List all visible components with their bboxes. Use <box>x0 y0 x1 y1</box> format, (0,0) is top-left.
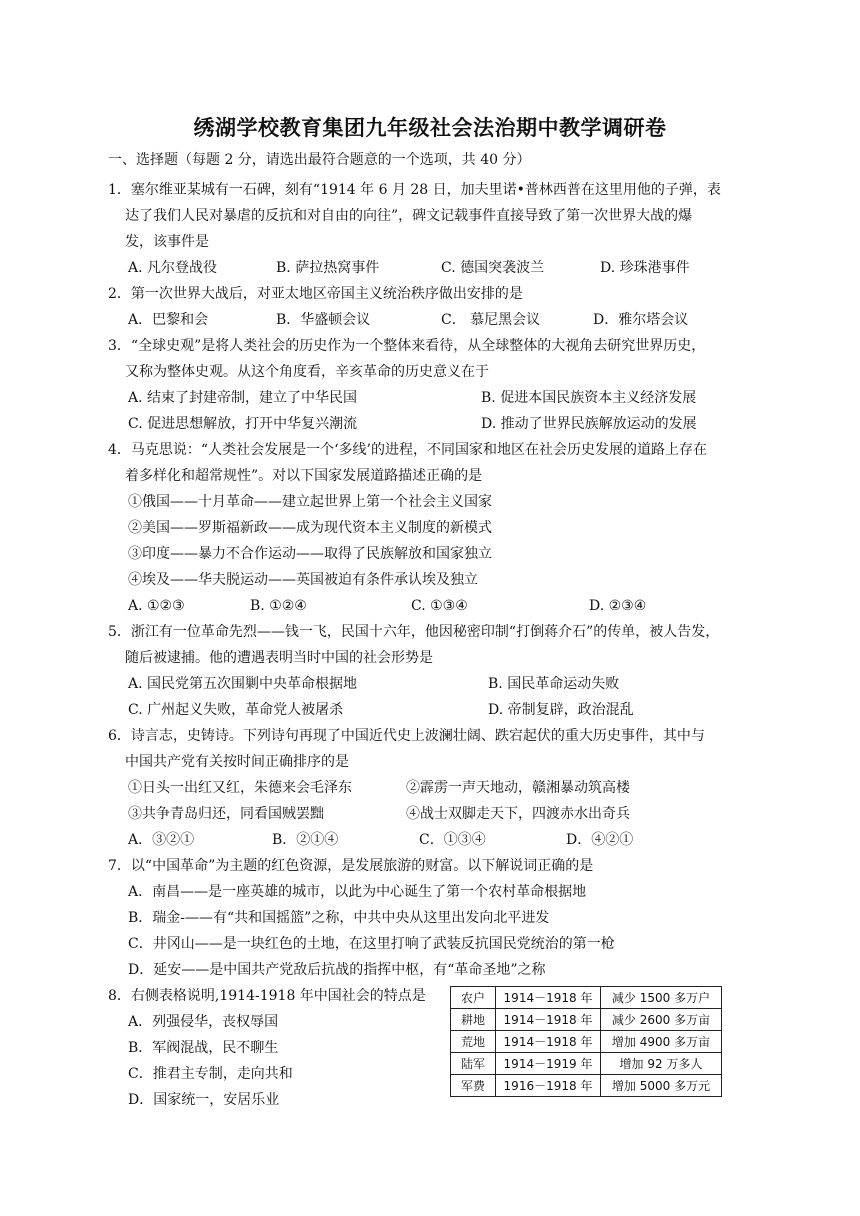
question-7-option-c: C．井冈山——是一块红色的土地，在这里打响了武装反抗国民党统治的第一枪 <box>128 936 615 952</box>
table-cell: 耕地 <box>451 1009 496 1031</box>
question-4-statement-1: ①俄国——十月革命——建立起世界上第一个社会主义国家 <box>128 494 492 510</box>
table-row <box>451 987 722 1009</box>
table-cell: 增加 4900 多万亩 <box>601 1031 722 1053</box>
question-6-poem-1: ①日头一出红又红，朱德来会毛泽东 <box>128 780 352 796</box>
question-6-option-d: D．④②① <box>566 832 634 848</box>
question-4-option-c: C. ①③④ <box>411 598 468 614</box>
question-3-option-a: A. 结束了封建帝制，建立了中华民国 <box>128 390 358 406</box>
question-7-option-a: A．南昌——是一座英雄的城市，以此为中心诞生了第一个农村革命根据地 <box>128 884 587 900</box>
question-1-option-a: A. 凡尔登战役 <box>128 260 218 276</box>
question-6-option-b: B．②①④ <box>272 832 339 848</box>
question-3-line-2: 又称为整体史观。从这个角度看，辛亥革命的历史意义在于 <box>125 364 489 380</box>
table-cell: 农户 <box>451 987 496 1009</box>
question-7-option-d: D．延安——是中国共产党敌后抗战的指挥中枢，有“革命圣地”之称 <box>128 962 546 978</box>
question-8-option-a: A．列强侵华，丧权辱国 <box>128 1014 279 1030</box>
question-2-line-1: 2．第一次世界大战后，对亚太地区帝国主义统治秩序做出安排的是 <box>108 286 523 302</box>
question-8-line-1: 8．右侧表格说明,1914-1918 年中国社会的特点是 <box>108 988 426 1004</box>
question-4-option-b: B. ①②④ <box>250 598 307 614</box>
question-4-line-2: 着多样化和超常规性”。对以下国家发展道路描述正确的是 <box>125 468 483 484</box>
statistics-table <box>450 986 722 1097</box>
question-4-statement-4: ④埃及——华夫脱运动——英国被迫有条件承认埃及独立 <box>128 572 478 588</box>
table-cell: 1914－1918 年 <box>496 1031 601 1053</box>
question-7-option-b: B．瑞金-——有“共和国摇篮”之称，中共中央从这里出发向北平进发 <box>128 910 550 926</box>
table-cell: 1914－1919 年 <box>496 1053 601 1075</box>
question-4-option-d: D. ②③④ <box>589 598 647 614</box>
question-4-option-a: A. ①②③ <box>128 598 185 614</box>
question-1-line-2: 达了我们人民对暴虐的反抗和对自由的向往”，碑文记载事件直接导致了第一次世界大战的爆 <box>125 208 693 224</box>
question-5-line-2: 随后被逮捕。他的遭遇表明当时中国的社会形势是 <box>125 650 433 666</box>
question-1-option-c: C. 德国突袭波兰 <box>441 260 545 276</box>
question-2-option-b: B．华盛顿会议 <box>276 312 371 328</box>
question-7-line-1: 7．以“中国革命”为主题的红色资源，是发展旅游的财富。以下解说词正确的是 <box>108 858 594 874</box>
question-5-option-d: D. 帝制复辟，政治混乱 <box>488 702 634 718</box>
question-8-option-b: B．军阀混战，民不聊生 <box>128 1040 279 1056</box>
question-5-line-1: 5．浙江有一位革命先烈——钱一飞，民国十六年，他因秘密印制“打倒蒋介石”的传单，被人告发， <box>108 624 720 640</box>
question-5-option-a: A. 国民党第五次围剿中央革命根据地 <box>128 676 358 692</box>
table-row <box>451 1009 722 1031</box>
table-row <box>451 1031 722 1053</box>
table-cell: 荒地 <box>451 1031 496 1053</box>
question-6-poem-2: ②霹雳一声天地动，赣湘暴动筑高楼 <box>406 780 630 796</box>
table-row <box>451 1053 722 1075</box>
question-4-line-1: 4．马克思说：“人类社会发展是一个‘多线’的进程，不同国家和地区在社会历史发展的道路上存在 <box>108 442 707 458</box>
question-3-option-d: D. 推动了世界民族解放运动的发展 <box>481 416 697 432</box>
question-6-option-c: C．①③④ <box>419 832 486 848</box>
question-6-poem-4: ④战士双脚走天下，四渡赤水出奇兵 <box>406 806 630 822</box>
table-cell: 减少 1500 多万户 <box>601 987 722 1009</box>
table-cell: 增加 92 万多人 <box>601 1053 722 1075</box>
question-2-option-d: D．雅尔塔会议 <box>593 312 689 328</box>
table-cell: 1914－1918 年 <box>496 1009 601 1031</box>
question-6-line-1: 6．诗言志，史铸诗。下列诗句再现了中国近代史上波澜壮阔、跌宕起伏的重大历史事件，其中与 <box>108 728 705 744</box>
section-heading: 一、选择题（每题 2 分，请选出最符合题意的一个选项，共 40 分） <box>108 152 531 168</box>
exam-title: 绣湖学校教育集团九年级社会法治期中教学调研卷 <box>193 115 667 140</box>
question-5-option-b: B. 国民革命运动失败 <box>488 676 620 692</box>
question-2-option-a: A．巴黎和会 <box>128 312 209 328</box>
question-4-statement-2: ②美国——罗斯福新政——成为现代资本主义制度的新模式 <box>128 520 492 536</box>
table-cell: 陆军 <box>451 1053 496 1075</box>
question-8-option-d: D．国家统一，安居乐业 <box>128 1092 280 1108</box>
table-cell: 减少 2600 多万亩 <box>601 1009 722 1031</box>
question-3-option-c: C. 促进思想解放，打开中华复兴潮流 <box>128 416 358 432</box>
question-6-poem-3: ③共争青岛归还，同看国贼罢黜 <box>128 806 324 822</box>
question-5-option-c: C. 广州起义失败，革命党人被屠杀 <box>128 702 344 718</box>
question-6-option-a: A．③②① <box>128 832 195 848</box>
table-cell: 增加 5000 多万元 <box>601 1075 722 1097</box>
table-cell: 1916－1918 年 <box>496 1075 601 1097</box>
question-2-option-c: C． 慕尼黑会议 <box>441 312 541 328</box>
table-cell: 军费 <box>451 1075 496 1097</box>
question-1-option-b: B. 萨拉热窝事件 <box>276 260 380 276</box>
question-8-option-c: C．推君主专制，走向共和 <box>128 1066 293 1082</box>
question-1-line-1: 1．塞尔维亚某城有一石碑，刻有“1914 年 6 月 28 日，加夫里诺•普林西普在这里用他的子弹，表 <box>108 182 721 198</box>
table-cell: 1914－1918 年 <box>496 987 601 1009</box>
question-6-line-2: 中国共产党有关按时间正确排序的是 <box>125 754 349 770</box>
question-1-line-3: 发，该事件是 <box>125 234 209 250</box>
question-4-statement-3: ③印度——暴力不合作运动——取得了民族解放和国家独立 <box>128 546 492 562</box>
question-3-line-1: 3．“全球史观”是将人类社会的历史作为一个整体来看待，从全球整体的大视角去研究世界历史， <box>108 338 706 354</box>
question-3-option-b: B. 促进本国民族资本主义经济发展 <box>481 390 697 406</box>
question-1-option-d: D. 珍珠港事件 <box>600 260 690 276</box>
table-row <box>451 1075 722 1097</box>
